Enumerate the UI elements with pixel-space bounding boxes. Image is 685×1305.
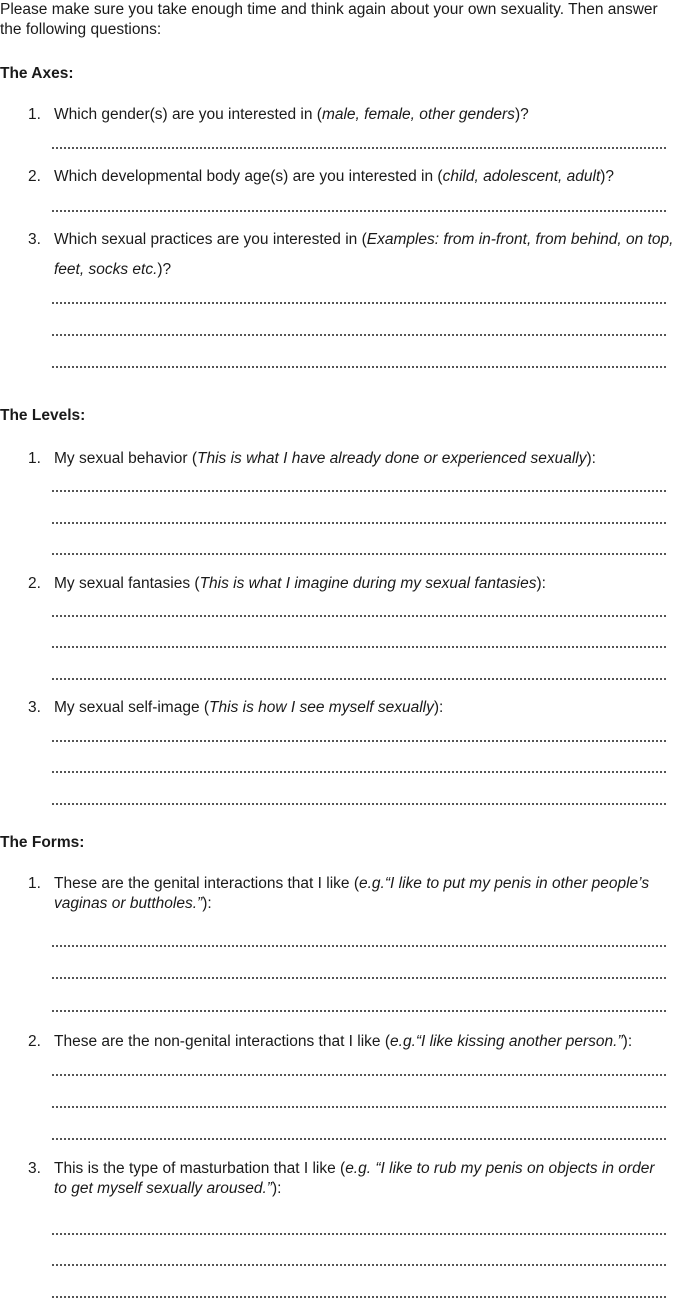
answer-line[interactable]: [52, 210, 666, 212]
section-title-levels: The Levels:: [0, 407, 86, 424]
answer-line[interactable]: [52, 977, 666, 979]
answer-line[interactable]: [52, 803, 666, 805]
answer-line[interactable]: [52, 945, 666, 947]
answer-line[interactable]: [52, 678, 666, 680]
question-axes-gender: Which gender(s) are you interested in (male, female, other genders)?: [54, 106, 529, 123]
question-number: 2.: [28, 1033, 41, 1050]
answer-line[interactable]: [52, 366, 666, 368]
question-number: 1.: [28, 450, 41, 467]
section-title-axes: The Axes:: [0, 65, 74, 82]
intro-text: Please make sure you take enough time and think again about your own sexuality. Then answer the following questions:: [0, 1, 658, 38]
question-number: 3.: [28, 1160, 41, 1177]
answer-line[interactable]: [52, 1074, 666, 1076]
answer-line[interactable]: [52, 740, 666, 742]
question-levels-self-image: My sexual self-image (This is how I see myself sexually):: [54, 699, 444, 716]
answer-line[interactable]: [52, 1264, 666, 1266]
answer-line[interactable]: [52, 490, 666, 492]
answer-line[interactable]: [52, 147, 666, 149]
answer-line[interactable]: [52, 1233, 666, 1235]
question-number: 1.: [28, 875, 41, 892]
answer-line[interactable]: [52, 1010, 666, 1012]
question-axes-body-age: Which developmental body age(s) are you interested in (child, adolescent, adult)?: [54, 168, 615, 185]
answer-line[interactable]: [52, 1138, 666, 1140]
answer-line[interactable]: [52, 334, 666, 336]
question-forms-masturbation: This is the type of masturbation that I like (e.g. “I like to rub my penis on objects in order to get myself sexually aroused.”):: [54, 1160, 655, 1197]
question-levels-fantasies: My sexual fantasies (This is what I imagine during my sexual fantasies):: [54, 575, 546, 592]
question-forms-genital: These are the genital interactions that I like (e.g.“I like to put my penis in other people’s vaginas or buttholes.”):: [54, 875, 650, 912]
answer-line[interactable]: [52, 522, 666, 524]
question-number: 1.: [28, 106, 41, 123]
question-number: 2.: [28, 168, 41, 185]
answer-line[interactable]: [52, 615, 666, 617]
section-title-forms: The Forms:: [0, 834, 85, 851]
question-levels-behavior: My sexual behavior (This is what I have already done or experienced sexually):: [54, 450, 596, 467]
answer-line[interactable]: [52, 1296, 666, 1298]
answer-line[interactable]: [52, 771, 666, 773]
answer-line[interactable]: [52, 1106, 666, 1108]
answer-line[interactable]: [52, 646, 666, 648]
question-number: 3.: [28, 231, 41, 248]
question-number: 2.: [28, 575, 41, 592]
question-axes-practices: Which sexual practices are you interested in (Examples: from in-front, from behind, on top, feet, socks etc.)?: [54, 231, 674, 278]
answer-line[interactable]: [52, 302, 666, 304]
answer-line[interactable]: [52, 553, 666, 555]
question-forms-non-genital: These are the non-genital interactions that I like (e.g.“I like kissing another person.”):: [54, 1033, 633, 1050]
question-number: 3.: [28, 699, 41, 716]
